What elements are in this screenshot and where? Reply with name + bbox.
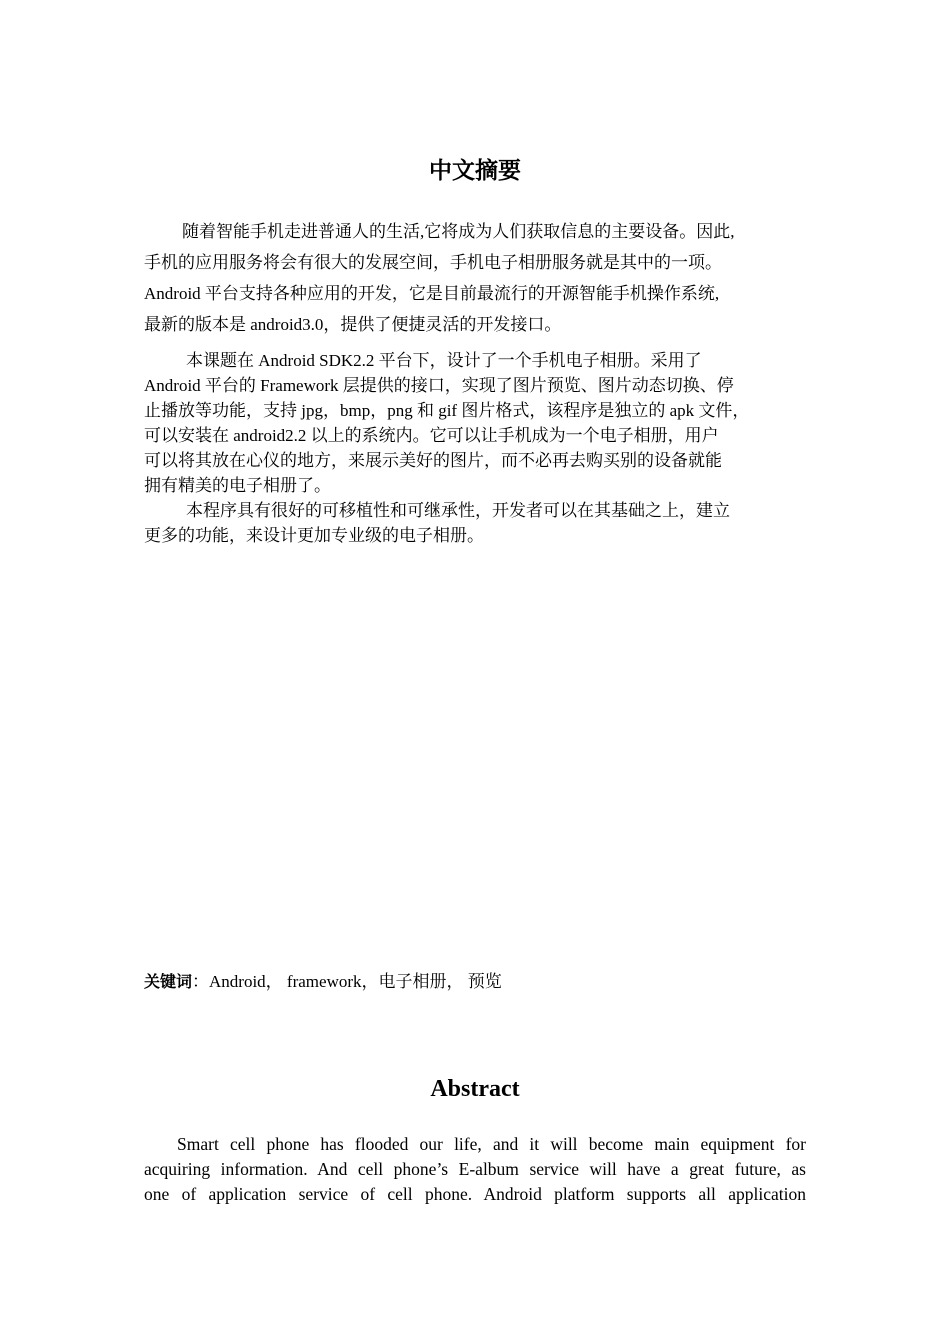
chinese-keywords: [144, 969, 824, 995]
english-abstract-title: Abstract: [430, 1076, 520, 1102]
paragraph-line: 最新的版本是 android3.0，提供了便捷灵活的开发接口。: [144, 315, 562, 334]
paragraph-line: 随着智能手机走进普通人的生活,它将成为人们获取信息的主要设备。因此,: [182, 222, 735, 241]
paragraph-line: 拥有精美的电子相册了。: [144, 476, 331, 495]
paragraph-line: 可以将其放在心仪的地方，来展示美好的图片，而不必再去购买别的设备就能: [144, 451, 722, 470]
paragraph-line: Android 平台的 Framework 层提供的接口，实现了图片预览、图片动态切换、停: [144, 376, 734, 395]
paragraph-line: 本程序具有很好的可移植性和可继承性，开发者可以在其基础之上，建立: [186, 501, 730, 520]
chinese-abstract-paragraph-2: [144, 348, 824, 498]
paragraph-line: acquiring information. And cell phone’s E-album service will have a great future, as: [144, 1159, 806, 1179]
keywords-label: 关键词: [144, 972, 193, 991]
keywords-text: ：Android， framework，电子相册， 预览: [192, 972, 502, 991]
chinese-abstract-body: [144, 348, 824, 548]
paragraph-line: Smart cell phone has flooded our life, and it will become main equipment for: [177, 1134, 806, 1154]
paragraph-line: 止播放等功能，支持 jpg，bmp，png 和 gif 图片格式，该程序是独立的 apk 文件，: [144, 401, 750, 420]
paragraph-line: one of application service of cell phone. Android platform supports all application: [144, 1184, 806, 1204]
chinese-abstract-title: 中文摘要: [429, 158, 521, 184]
paragraph-line: 本课题在 Android SDK2.2 平台下，设计了一个手机电子相册。采用了: [186, 351, 702, 370]
paragraph-line: 手机的应用服务将会有很大的发展空间，手机电子相册服务就是其中的一项。: [144, 253, 722, 272]
paragraph-line: Android 平台支持各种应用的开发，它是目前最流行的开源智能手机操作系统,: [144, 284, 720, 303]
paragraph-line: 更多的功能，来设计更加专业级的电子相册。: [144, 526, 484, 545]
english-abstract-paragraph: [144, 1132, 806, 1207]
chinese-abstract-paragraph-1: [144, 220, 824, 344]
chinese-abstract-paragraph-3: [144, 498, 824, 548]
paragraph-line: 可以安装在 android2.2 以上的系统内。它可以让手机成为一个电子相册，用户: [144, 426, 719, 445]
